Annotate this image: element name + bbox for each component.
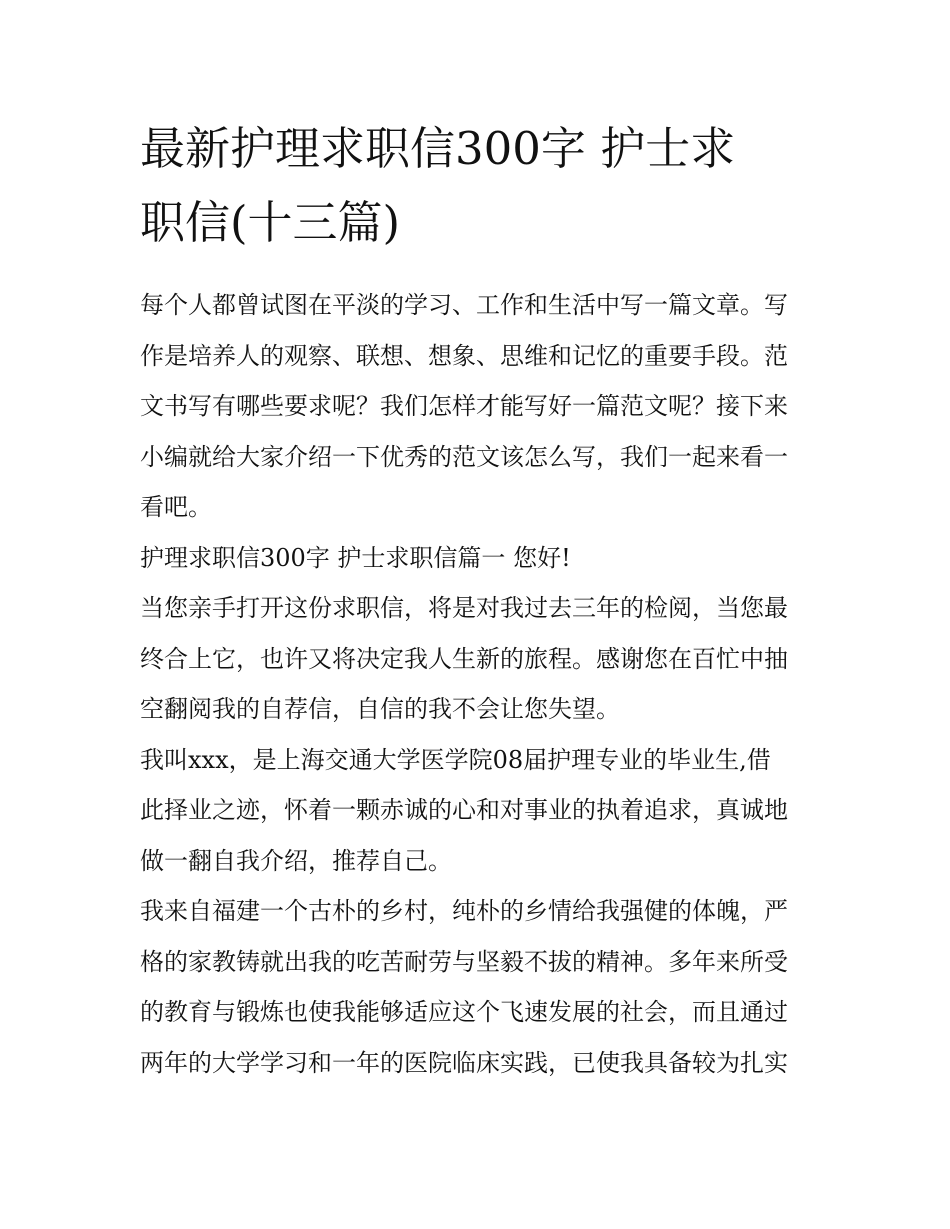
text-line: 我叫xxx，是上海交通大学医学院08届护理专业的毕业生,借: [140, 745, 771, 774]
text-line: 终合上它，也许又将决定我人生新的旅程。感谢您在百忙中抽: [140, 644, 788, 673]
text-line: 格的家教铸就出我的吃苦耐劳与坚毅不拔的精神。多年来所受: [140, 947, 788, 976]
document-body: [140, 280, 820, 1088]
title-line: 职信(十三篇): [140, 196, 401, 249]
text-line: 当您亲手打开这份求职信，将是对我过去三年的检阅，当您最: [140, 594, 788, 622]
text-line: 此择业之迹，怀着一颗赤诚的心和对事业的执着追求，真诚地: [140, 796, 788, 824]
text-line: 小编就给大家介绍一下优秀的范文该怎么写，我们一起来看一: [140, 442, 788, 471]
text-line: 文书写有哪些要求呢？我们怎样才能写好一篇范文呢？接下来: [140, 392, 788, 420]
text-line: 护理求职信300字 护士求职信篇一 您好!: [140, 543, 571, 572]
document-title: [140, 112, 820, 260]
text-line: 做一翻自我介绍，推荐自己。: [140, 846, 452, 875]
title-line: 最新护理求职信300字 护士求: [140, 122, 736, 175]
text-line: 的教育与锻炼也使我能够适应这个飞速发展的社会，而且通过: [140, 998, 788, 1026]
text-line: 看吧。: [140, 493, 212, 521]
text-line: 作是培养人的观察、联想、想象、思维和记忆的重要手段。范: [140, 341, 788, 370]
text-line: 两年的大学学习和一年的医院临床实践，已使我具备较为扎实: [140, 1048, 788, 1077]
text-line: 每个人都曾试图在平淡的学习、工作和生活中写一篇文章。写: [140, 291, 788, 319]
text-line: 我来自福建一个古朴的乡村，纯朴的乡情给我强健的体魄，严: [140, 897, 788, 925]
text-line: 空翻阅我的自荐信，自信的我不会让您失望。: [140, 695, 620, 723]
